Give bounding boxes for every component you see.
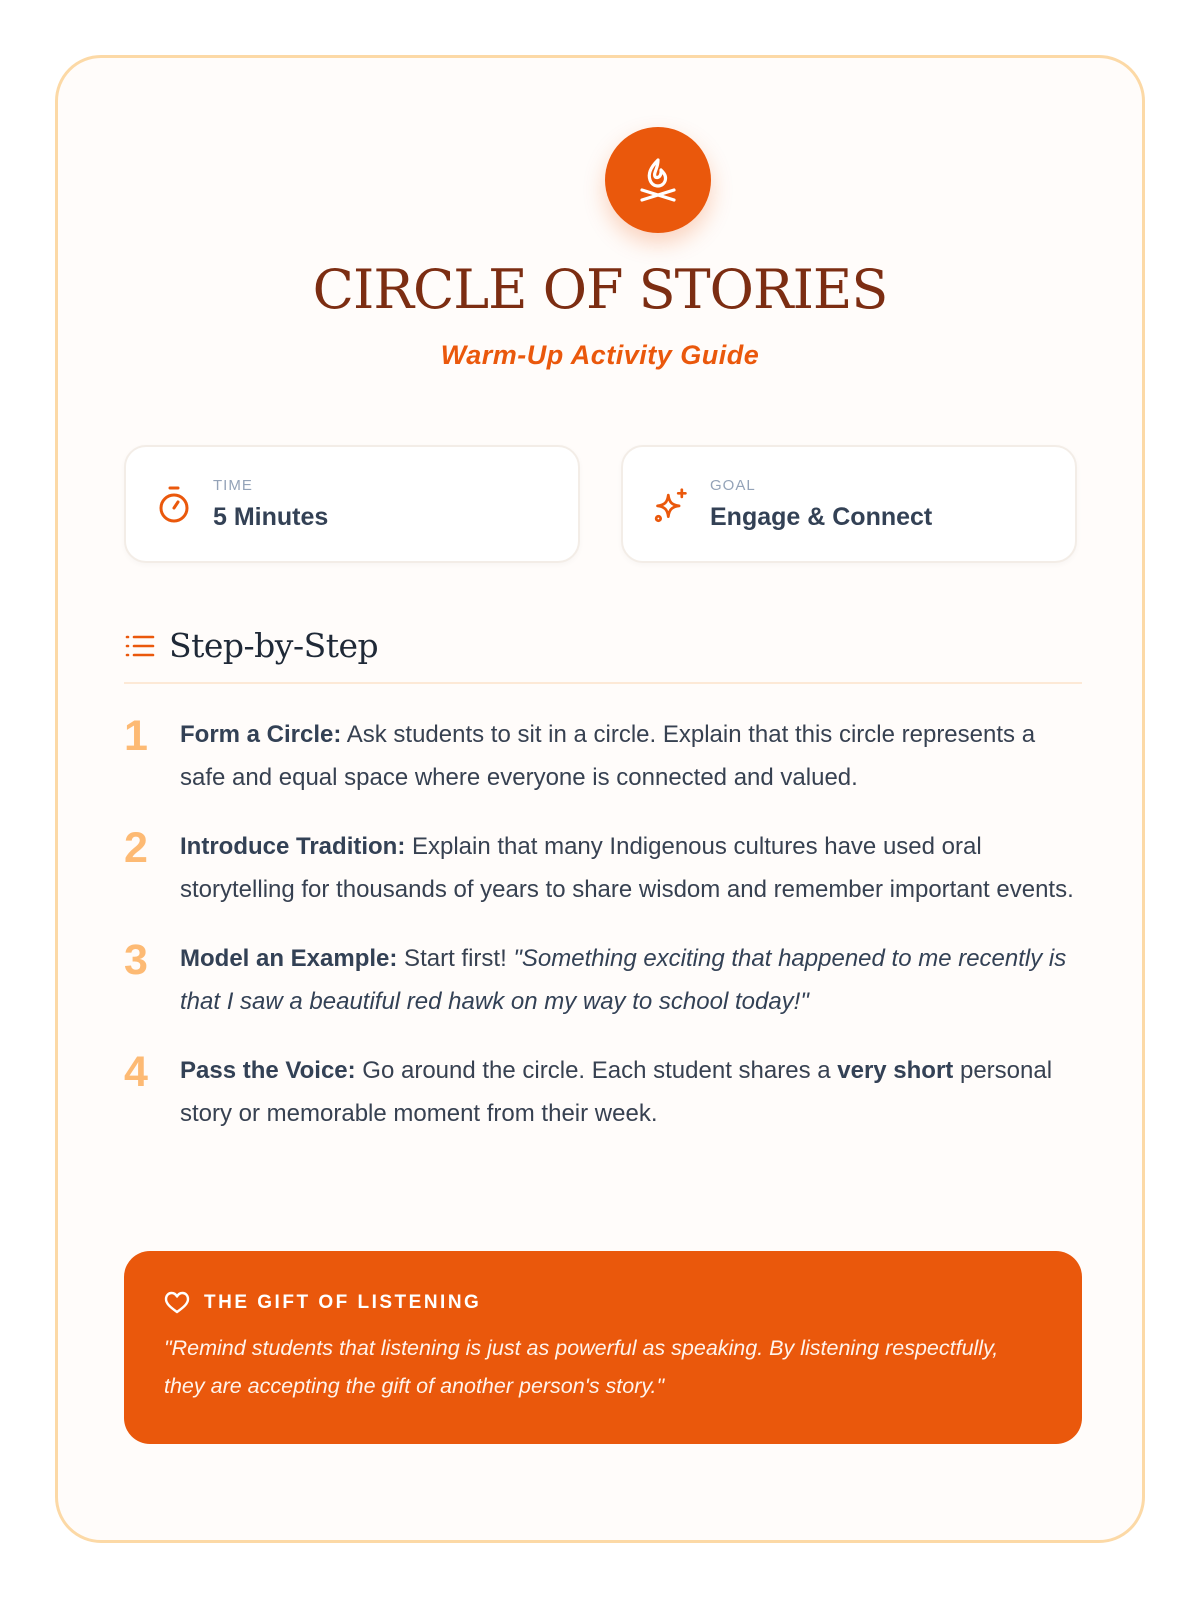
list-icon — [124, 630, 156, 662]
heart-icon — [164, 1291, 190, 1315]
step-example-quote: "Something exciting that happened to me recently is that I saw a beautiful red hawk on my way to school today!" — [180, 945, 1067, 1015]
step-number: 1 — [124, 712, 148, 760]
goal-info-card — [621, 445, 1077, 563]
activity-card — [55, 55, 1145, 1543]
steps-section-header — [124, 626, 1082, 684]
step-body: Go around the circle. Each student shares a — [355, 1057, 838, 1084]
step-text — [180, 1049, 1082, 1135]
step-body: Start first! — [397, 945, 514, 972]
stopwatch-icon — [156, 485, 192, 525]
callout-header — [164, 1289, 1042, 1317]
step-body-end: personal story or memorable moment from their week. — [180, 1057, 1053, 1127]
time-info-card — [124, 445, 580, 563]
campfire-badge — [605, 127, 711, 233]
step-heading: Introduce Tradition: — [180, 833, 406, 860]
step-body: Explain that many Indigenous cultures have used oral storytelling for thousands of years to share wisdom and remember important events. — [180, 833, 1074, 903]
step-text — [180, 713, 1082, 799]
callout-quote: "Remind students that listening is just as powerful as speaking. By listening respectfully, they are accepting the gift of another person's story." — [164, 1336, 999, 1398]
listening-callout — [124, 1251, 1082, 1444]
step-item — [124, 937, 1082, 1023]
time-value: 5 Minutes — [213, 503, 329, 531]
page-subtitle: Warm-Up Activity Guide — [440, 340, 760, 370]
time-label: TIME — [213, 477, 253, 494]
step-emphasis: very short — [837, 1057, 954, 1084]
step-item — [124, 825, 1082, 911]
step-item — [124, 1049, 1082, 1135]
step-number: 2 — [124, 824, 148, 872]
step-number: 4 — [124, 1048, 148, 1096]
sparkles-icon — [653, 485, 689, 525]
step-text — [180, 825, 1082, 911]
step-heading: Form a Circle: — [180, 721, 342, 748]
step-text — [180, 937, 1082, 1023]
goal-label: GOAL — [710, 477, 756, 494]
step-body: Ask students to sit in a circle. Explain that this circle represents a safe and equal space where everyone is connected and valued. — [180, 721, 1036, 791]
steps-section-title: Step-by-Step — [169, 626, 379, 665]
goal-value: Engage & Connect — [710, 503, 933, 531]
step-heading: Model an Example: — [180, 945, 398, 972]
steps-list — [124, 713, 1082, 1161]
callout-title: THE GIFT OF LISTENING — [204, 1292, 482, 1313]
campfire-icon — [636, 156, 680, 204]
step-number: 3 — [124, 936, 148, 984]
step-item — [124, 713, 1082, 799]
page-title: CIRCLE OF STORIES — [312, 258, 888, 321]
step-heading: Pass the Voice: — [180, 1057, 356, 1084]
